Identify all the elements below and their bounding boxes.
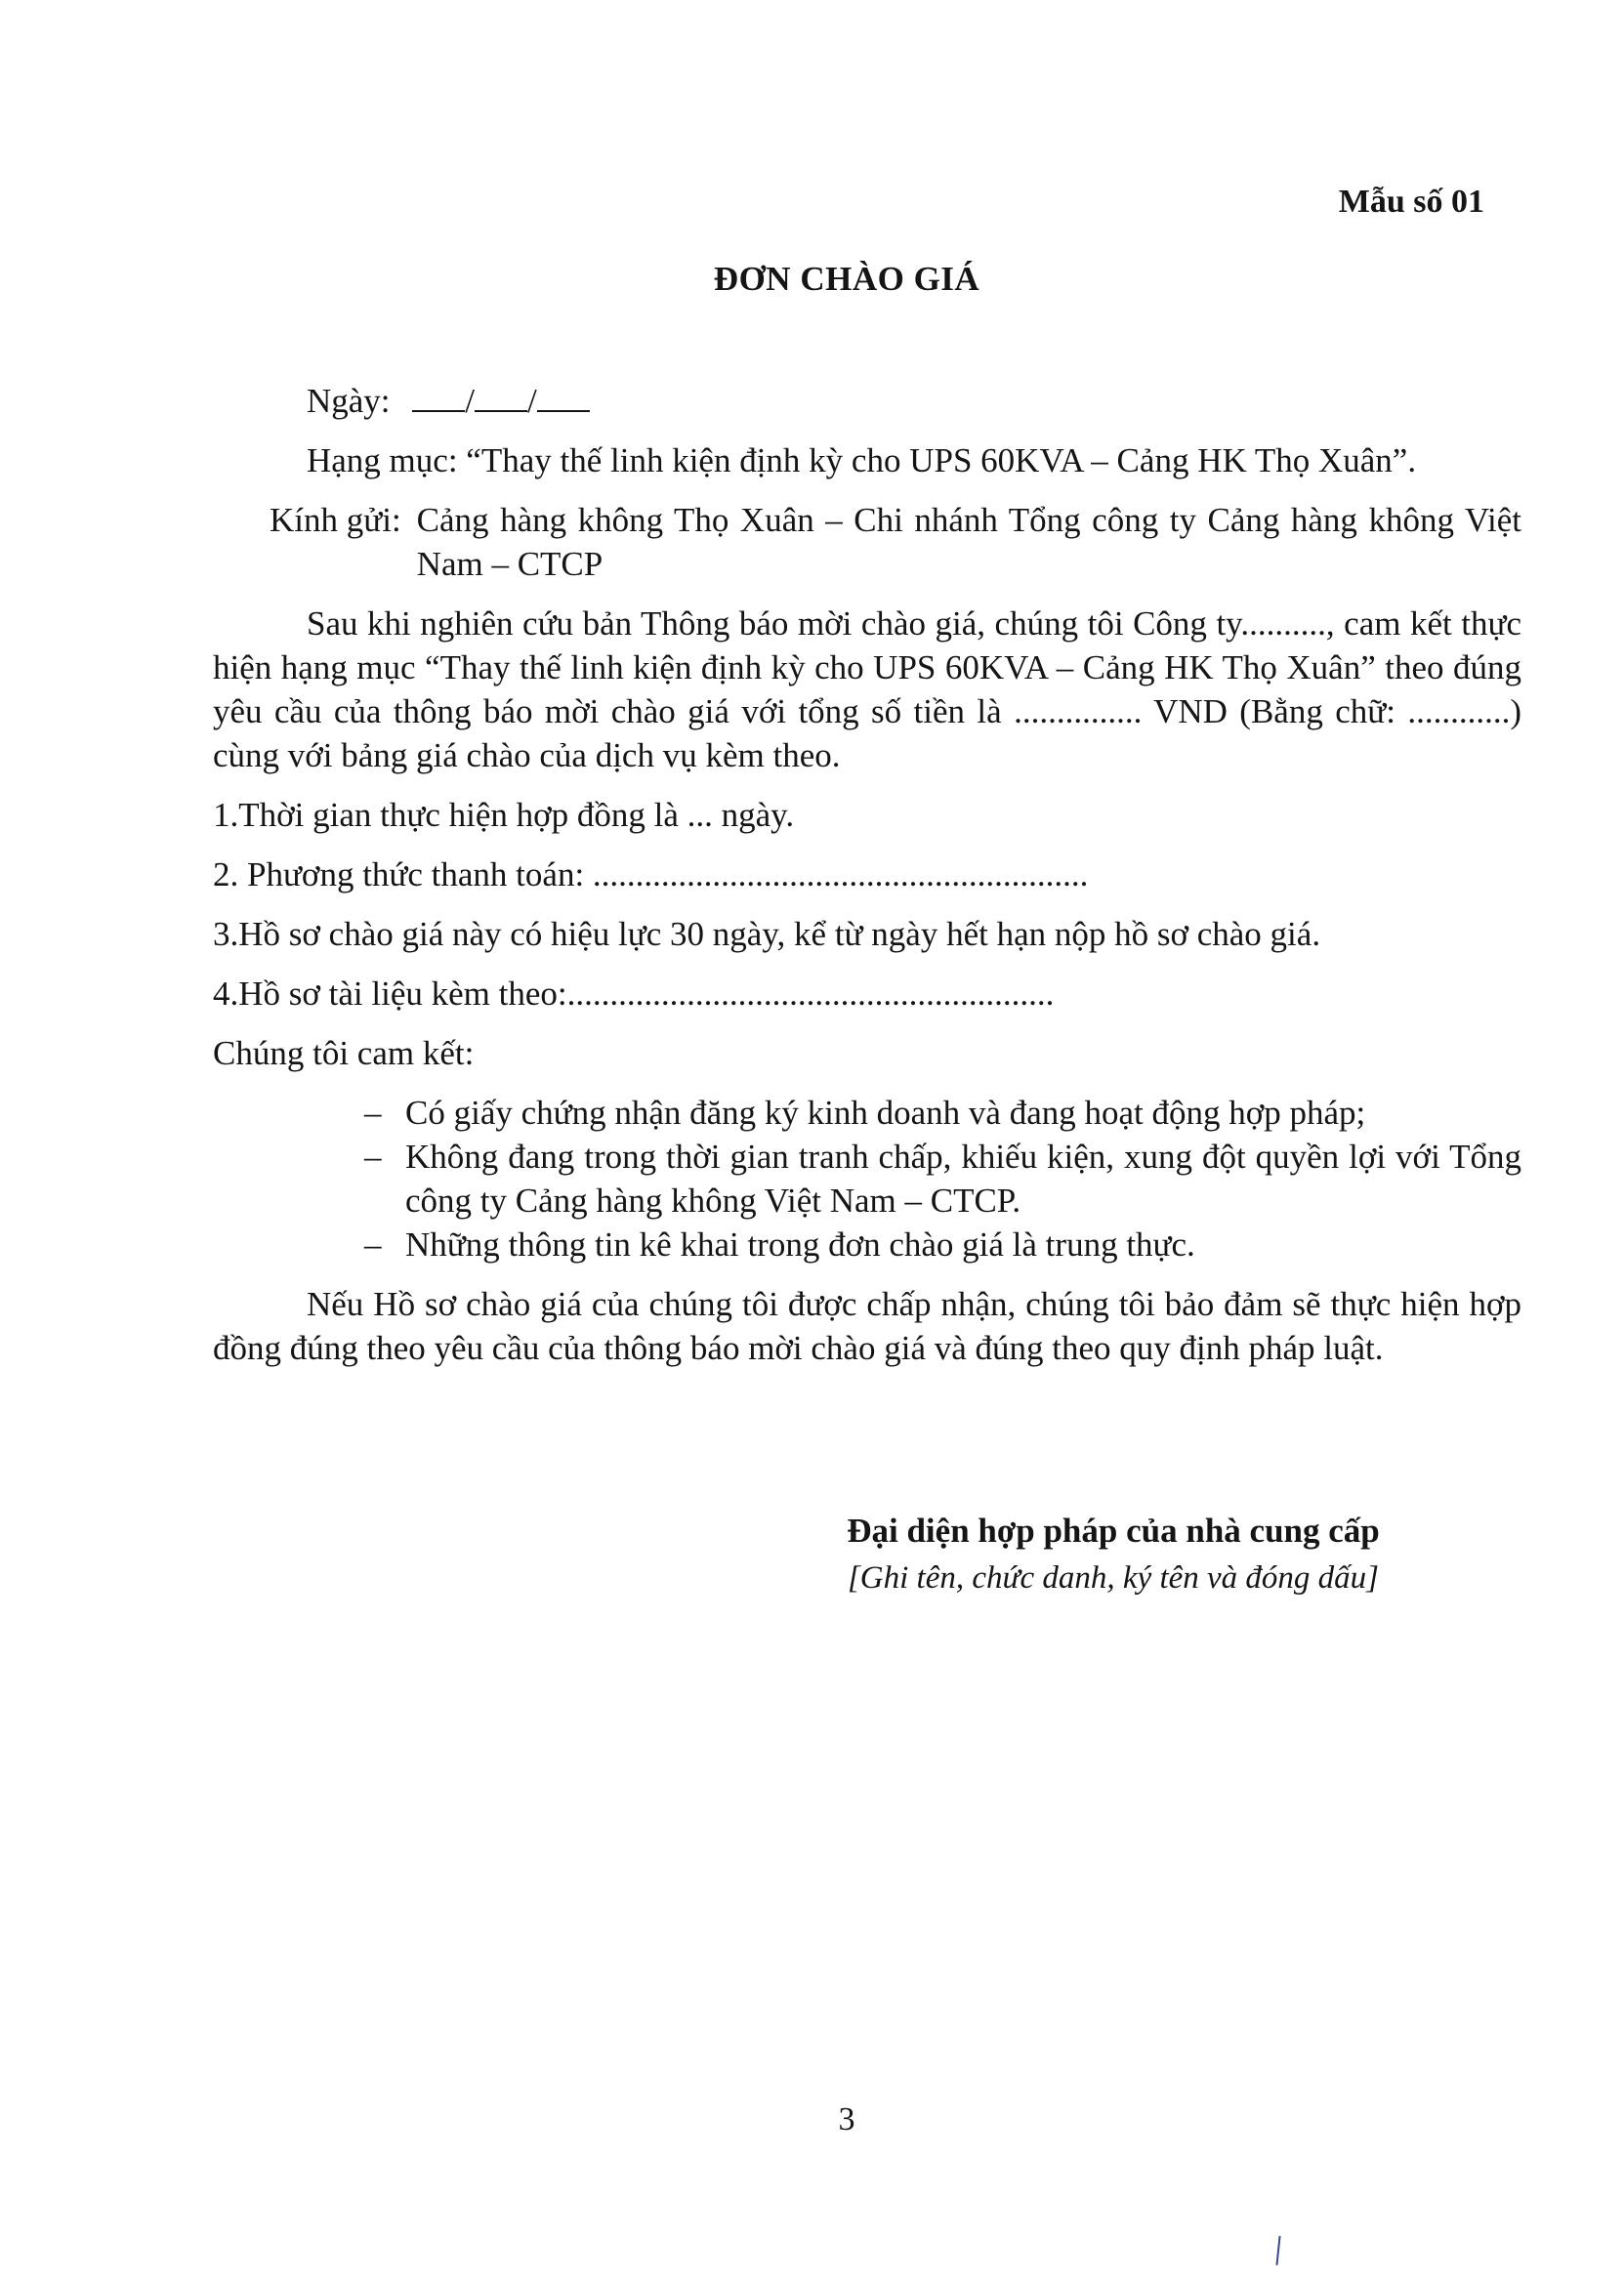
date-separator: / xyxy=(465,382,476,420)
document-title: ĐƠN CHÀO GIÁ xyxy=(713,260,980,298)
commitment-item: – Không đang trong thời gian tranh chấp, khiếu kiện, xung đột quyền lợi với Tổng công ty Cảng hàng không Việt Nam – CTCP. xyxy=(364,1135,1521,1223)
commitment-item: – Những thông tin kê khai trong đơn chào giá là trung thực. xyxy=(364,1223,1521,1266)
recipient-block xyxy=(213,498,1521,586)
date-label: Ngày: xyxy=(307,382,391,420)
signature-title: Đại diện hợp pháp của nhà cung cấp xyxy=(847,1512,1380,1550)
form-number: Mẫu số 01 xyxy=(1338,184,1484,220)
recipient-text: Cảng hàng không Thọ Xuân – Chi nhánh Tổng công ty Cảng hàng không Việt Nam – CTCP xyxy=(416,501,1521,583)
numbered-item: 2. Phương thức thanh toán: .......................................................... xyxy=(213,855,1089,893)
commitment-item: – Có giấy chứng nhận đăng ký kinh doanh và đang hoạt động hợp pháp; xyxy=(364,1091,1521,1135)
pen-mark xyxy=(1275,2236,1284,2265)
date-line xyxy=(213,379,1521,423)
closing-paragraph: Nếu Hồ sơ chào giá của chúng tôi được chấp nhận, chúng tôi bảo đảm sẽ thực hiện hợp đồng đúng theo yêu cầu của thông báo mời chào giá và đúng theo quy định pháp luật. xyxy=(213,1285,1521,1367)
date-separator: / xyxy=(527,382,537,420)
document-body xyxy=(213,379,1521,1386)
recipient-label: Kính gửi: xyxy=(270,501,401,539)
numbered-item: 4.Hồ sơ tài liệu kèm theo:......................................................... xyxy=(213,975,1055,1013)
intro-paragraph: Sau khi nghiên cứu bản Thông báo mời chào giá, chúng tôi Công ty.........., cam kết thực hiện hạng mục “Thay thế linh kiện định kỳ cho UPS 60KVA – Cảng HK Thọ Xuân” theo đúng yêu cầu của thông báo mời chào giá với tổng số tiền là ............... VND (Bằng chữ: ............) cùng với bảng giá chào của dịch vụ kèm theo. xyxy=(213,604,1521,774)
commitment-list xyxy=(213,1091,1521,1266)
item-line: Hạng mục: “Thay thế linh kiện định kỳ cho UPS 60KVA – Cảng HK Thọ Xuân”. xyxy=(307,441,1417,479)
date-month-blank xyxy=(475,381,527,412)
numbered-item: 1.Thời gian thực hiện hợp đồng là ... ngày. xyxy=(213,796,795,834)
date-day-blank xyxy=(412,381,465,412)
numbered-item: 3.Hồ sơ chào giá này có hiệu lực 30 ngày, kể từ ngày hết hạn nộp hồ sơ chào giá. xyxy=(213,915,1321,953)
date-year-blank xyxy=(537,381,590,412)
page-number: 3 xyxy=(838,2101,855,2138)
commit-heading: Chúng tôi cam kết: xyxy=(213,1034,475,1072)
signature-note: [Ghi tên, chức danh, ký tên và đóng dấu] xyxy=(847,1560,1380,1596)
signature-block xyxy=(762,1512,1465,1597)
